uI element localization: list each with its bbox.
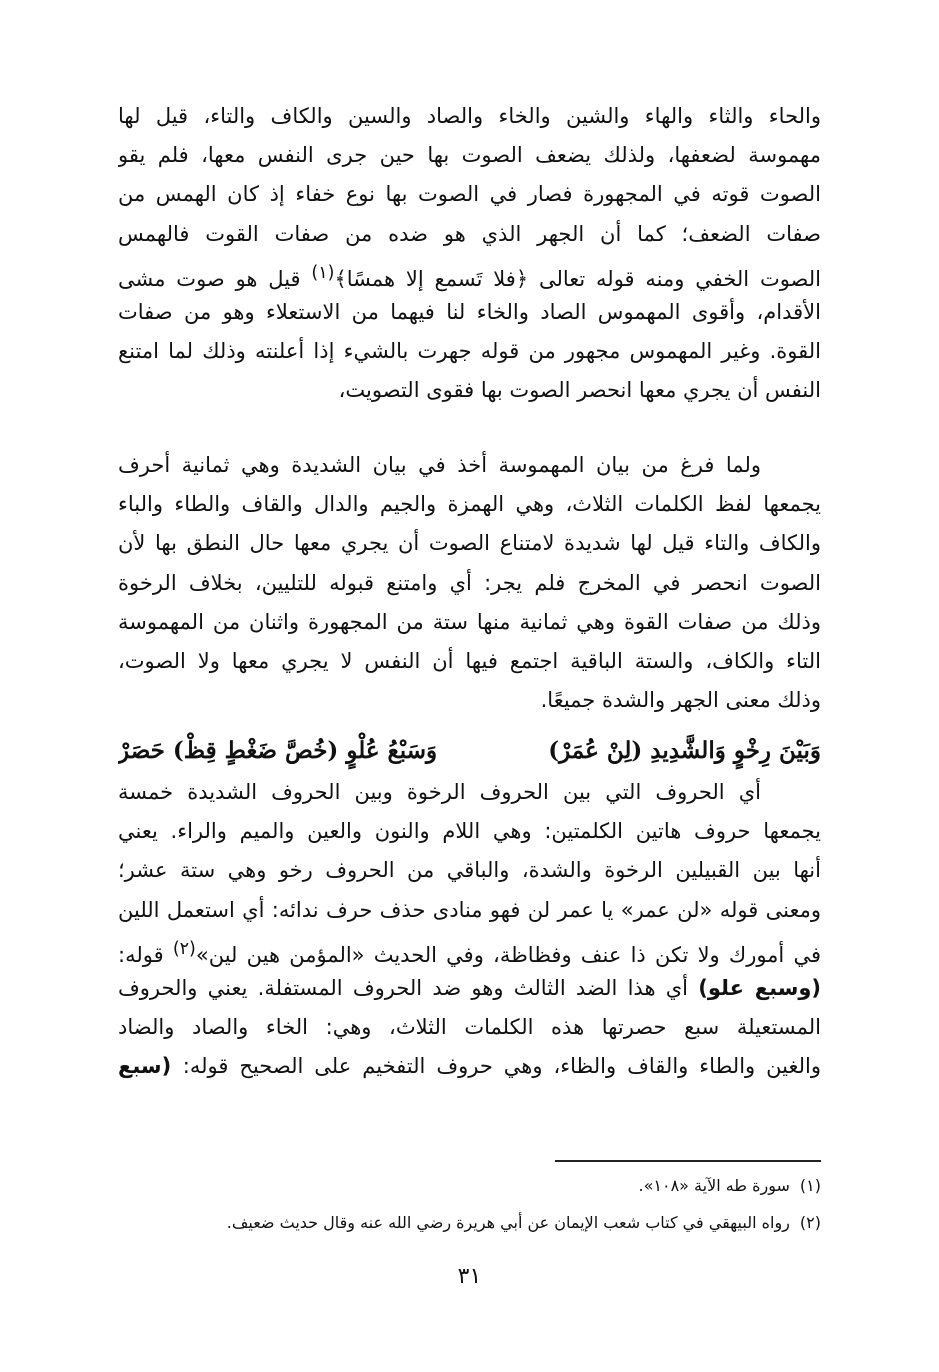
text-fragment: والغين والطاء والقاف والظاء، وهي حروف التفخيم على الصحيح قوله:: [182, 1054, 821, 1079]
text-line: وذلك من صفات القوة وهي ثمانية منها ستة من المجهورة واثنان من المهموسة: [118, 609, 821, 634]
text-fragment: أي هذا الضد الثالث وهو ضد الحروف المستفلة. يعني والحروف: [118, 975, 699, 1000]
text-line: والكاف والتاء قيل لها شديدة لامتناع الصوت أن يجري معها حال النطق بها لأن: [118, 531, 821, 556]
page-number: ٣١: [457, 1264, 482, 1289]
text-line: [118, 969, 821, 1008]
text-fragment: قيل هو صوت مشى: [118, 266, 312, 291]
bold-term: (وسبع علو): [698, 975, 821, 1000]
text-line: الأقدام، وأقوى المهموس الصاد والخاء لنا فيهما من الاستعلاء وهو من صفات: [118, 299, 821, 324]
text-line: مهموسة لضعفها، ولذلك يضعف الصوت بها حين جرى النفس معها، فلم يقو: [118, 143, 821, 168]
text-fragment: قوله:: [118, 942, 173, 967]
footnote-text: رواه البيهقي في كتاب شعب الإيمان عن أبي هريرة رضي الله عنه وقال حديث ضعيف.: [226, 1213, 790, 1232]
verse-right-hemistich: وَبَيْنَ رِخْوٍ وَالشَّدِيدِ (لِنْ عُمَرْ): [548, 737, 821, 764]
text-line: ومعنى قوله «لن عمر» يا عمر لن فهو منادى حذف حرف ندائه: أي استعمل اللين: [118, 897, 821, 922]
paragraph-3: [118, 773, 821, 1087]
text-line: [118, 1047, 821, 1086]
footnote-number: (١): [799, 1176, 821, 1195]
text-line: صفات الضعف؛ كما أن الجهر الذي هو ضده من صفات القوت فالهمس: [118, 221, 821, 246]
text-line: الصوت قوته في المجهورة فصار في الصوت بها نوع خفاء إذ كان الهمس من: [118, 182, 821, 207]
poem-verse: [118, 729, 821, 773]
paragraph-1: [118, 97, 821, 411]
text-line: يجمعها لفظ الكلمات الثلاث، وهي الهمزة والجيم والدال والقاف والطاء والباء: [118, 492, 821, 517]
verse-left-hemistich: وَسَبْعُ عُلْوٍ (خُصَّ ضَغْطٍ قِظْ) حَصَرْ: [118, 737, 438, 764]
footnote-number: (٢): [799, 1213, 821, 1232]
text-line: الصوت انحصر في المخرج فلم يجر: أي وامتنع قبوله للتليين، بخلاف الرخوة: [118, 570, 821, 595]
quran-quote: الصوت الخفي ومنه قوله تعالى ﴿فلا تَسمع إلا همسًا﴾: [334, 266, 821, 291]
text-line: أنها بين القبيلين الرخوة والشدة، والباقي من الحروف رخو وهي ستة عشر؛: [118, 858, 821, 883]
bold-term: (سبع: [118, 1054, 183, 1079]
text-line: المستعيلة سبع حصرتها هذه الكلمات الثلاث، وهي: الخاء والصاد والضاد: [118, 1015, 821, 1040]
text-line: أي الحروف التي بين الحروف الرخوة وبين الحروف الشديدة خمسة: [118, 780, 761, 804]
text-line: النفس أن يجري معها انحصر الصوت بها فقوى التصويت،: [338, 378, 821, 403]
text-line: والحاء والثاء والهاء والشين والخاء والصاد والسين والكاف والتاء، قيل لها: [118, 104, 821, 128]
footnote-text: سورة طه الآية «١٠٨».: [638, 1176, 790, 1195]
footnote-2: [118, 1209, 821, 1237]
text-line: القوة. وغير المهموس مجهور من قوله جهرت بالشيء إذا أعلنته وذلك لما امتنع: [118, 339, 821, 364]
text-line: ولما فرغ من بيان المهموسة أخذ في بيان الشديدة وهي ثمانية أحرف: [118, 453, 761, 477]
footnote-ref: (٢): [172, 938, 196, 959]
text-line: التاء والكاف، والستة الباقية اجتمع فيها أن النفس لا يجري معها ولا الصوت،: [118, 648, 821, 673]
footnote-separator: [555, 1160, 821, 1162]
text-line: يجمعها حروف هاتين الكلمتين: وهي اللام والنون والعين والميم والراء. يعني: [118, 819, 821, 844]
footnote-1: [118, 1172, 821, 1200]
text-line: [118, 254, 821, 293]
text-line: وذلك معنى الجهر والشدة جميعًا.: [540, 688, 821, 713]
footnote-ref: (١): [311, 262, 335, 283]
text-fragment: في أمورك ولا تكن ذا عنف وفظاظة، وفي الحديث «المؤمن هين لين»: [195, 942, 821, 967]
paragraph-2: [118, 446, 821, 720]
text-line: [118, 930, 821, 969]
